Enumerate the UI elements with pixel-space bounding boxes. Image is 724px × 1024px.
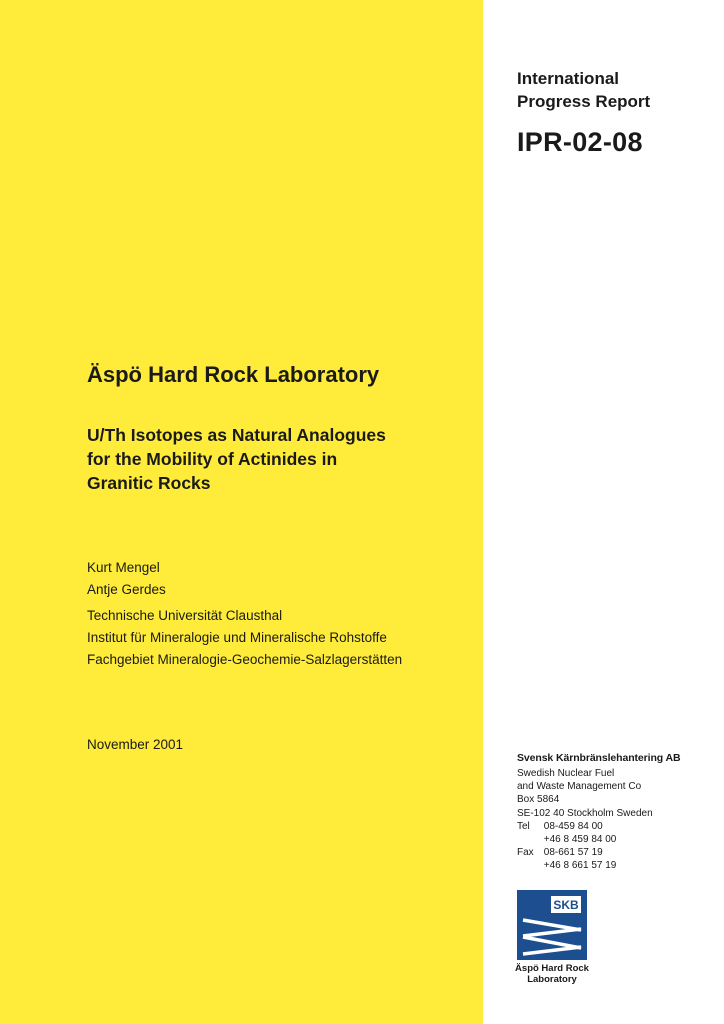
- tel-number-intl: +46 8 459 84 00: [543, 834, 617, 846]
- affiliation: [87, 605, 402, 671]
- logo-caption-line1: Äspö Hard Rock: [515, 963, 589, 974]
- publisher-address-line: Box 5864: [517, 794, 560, 806]
- series-label-line2: Progress Report: [517, 92, 651, 111]
- fax-label: Fax: [517, 847, 534, 859]
- logo-caption-line2: Laboratory: [527, 974, 577, 985]
- report-title-line: U/Th Isotopes as Natural Analogues: [87, 425, 386, 445]
- authors: [87, 557, 166, 601]
- logo-mark-text: SKB: [553, 898, 579, 912]
- author-name: Kurt Mengel: [87, 560, 160, 575]
- author-name: Antje Gerdes: [87, 582, 166, 597]
- fax-number-intl: +46 8 661 57 19: [543, 860, 617, 872]
- report-title: [87, 423, 467, 495]
- publication-date: November 2001: [87, 737, 184, 752]
- tel-row: [517, 820, 653, 833]
- publisher-address-line: Swedish Nuclear Fuel: [517, 768, 615, 779]
- series-label: [517, 67, 650, 113]
- series-label-line1: International: [517, 69, 620, 88]
- affiliation-line: Fachgebiet Mineralogie-Geochemie-Salzlagerstätten: [87, 652, 403, 667]
- publisher-name: Svensk Kärnbränslehantering AB: [517, 752, 681, 764]
- report-title-line: Granitic Rocks: [87, 473, 211, 493]
- report-title-line: for the Mobility of Actinides in: [87, 449, 338, 469]
- affiliation-line: Institut für Mineralogie und Mineralische Rohstoffe: [87, 630, 387, 645]
- tel-label: Tel: [517, 820, 530, 832]
- report-number: IPR-02-08: [517, 127, 643, 157]
- tel-row-intl: [517, 833, 653, 846]
- tel-number: 08-459 84 00: [543, 820, 603, 832]
- fax-row: [517, 846, 653, 859]
- fax-number: 08-661 57 19: [543, 847, 603, 859]
- publisher-address-line: SE-102 40 Stockholm Sweden: [517, 807, 653, 819]
- fax-row-intl: [517, 859, 653, 872]
- logo-caption: [509, 963, 595, 985]
- lab-title: Äspö Hard Rock Laboratory: [87, 362, 380, 387]
- skb-logo-icon: [517, 890, 587, 960]
- publisher-address: [517, 767, 653, 873]
- affiliation-line: Technische Universität Clausthal: [87, 608, 283, 623]
- publisher-address-line: and Waste Management Co: [517, 781, 642, 793]
